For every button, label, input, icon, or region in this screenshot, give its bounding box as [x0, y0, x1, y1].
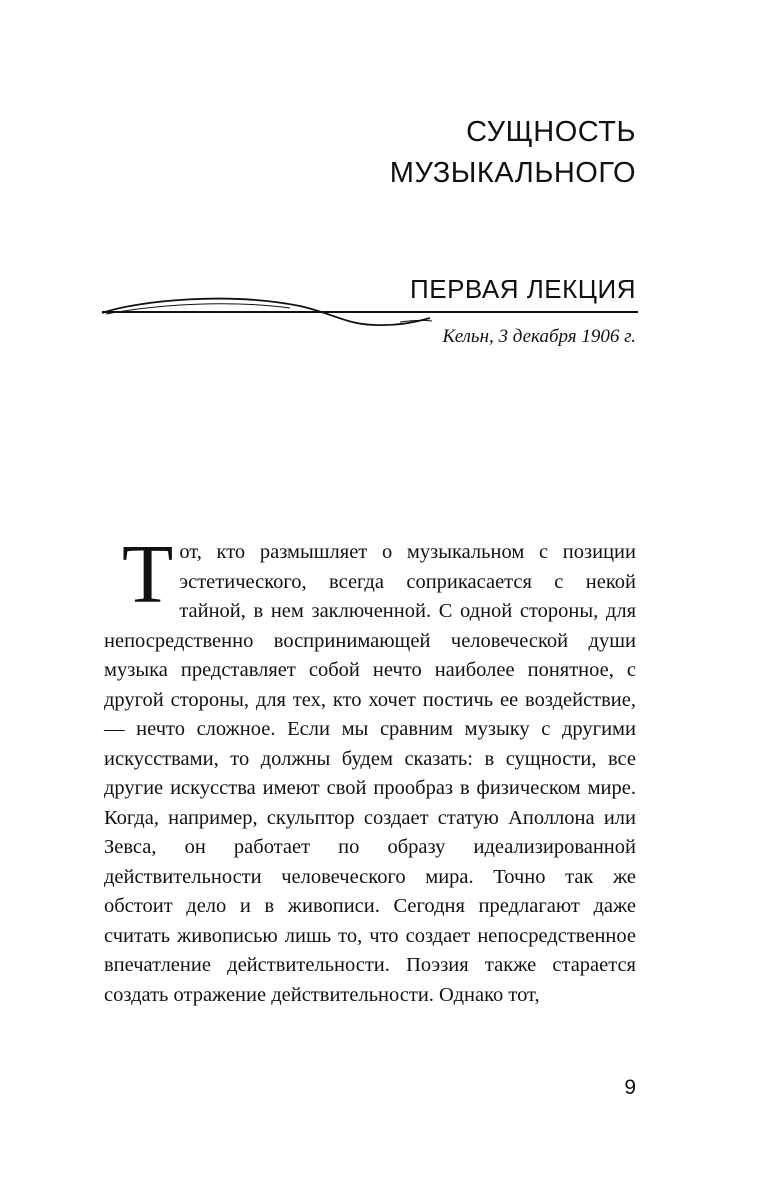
- body-text: от, кто размышляет о музыкальном с позиции эстетического, всегда соприкасается с некой тайной, в нем заключенной. С одной стороны, для непосредственно воспринимающей человеческой души музыка представляет собой нечто наиболее понятное, с другой стороны, для тех, кто хочет постичь ее воздействие, — нечто сложное. Если мы сравним музыку с другими искусствами, то должны будем сказать: в сущности, все другие искусства имеют свой прообраз в физическом мире. Когда, например, скульптор создает статую Аполлона или Зевса, он работает по образу идеализированной действительности человеческого мира. Точно так же обстоит дело и в живописи. Сегодня предлагают даже считать живописью лишь то, что создает непосредственное впечатление действительности. Поэзия также старается создать отражение действительности. Однако тот,: [104, 541, 636, 1006]
- chapter-title-line-1: СУЩНОСТЬ: [466, 116, 636, 148]
- lecture-title: ПЕРВАЯ ЛЕКЦИЯ: [410, 274, 636, 304]
- drop-cap: Т: [122, 528, 174, 621]
- page-number: 9: [624, 1076, 636, 1099]
- ornament-swash-divider: [100, 294, 640, 328]
- lecture-place-date: Кельн, 3 декабря 1906 г.: [442, 326, 636, 347]
- chapter-title: [390, 112, 636, 194]
- body-paragraph: [104, 528, 636, 1010]
- chapter-title-line-2: МУЗЫКАЛЬНОГО: [389, 157, 636, 189]
